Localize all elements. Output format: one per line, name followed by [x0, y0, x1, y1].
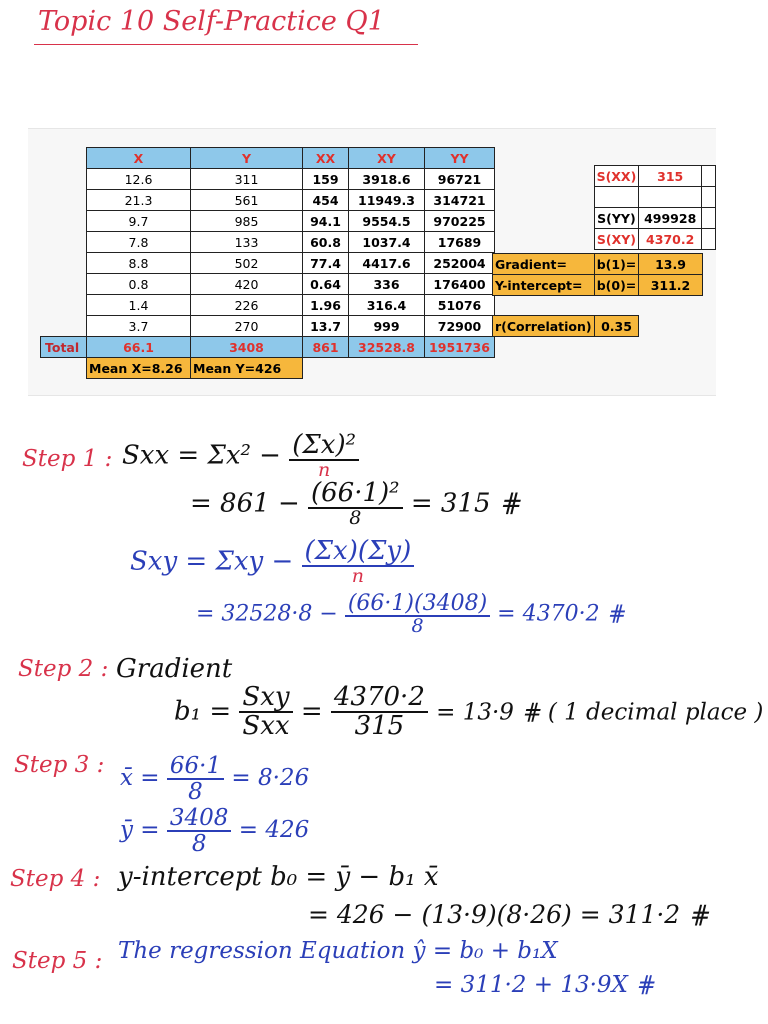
fraction-denominator: 8 — [411, 615, 424, 638]
cell: 4417.6 — [349, 253, 425, 274]
table-row — [41, 316, 495, 337]
table-row — [41, 274, 495, 295]
cell: 0.8 — [87, 274, 191, 295]
b1-result: = 13·9 ⋕ ( 1 decimal place ) — [436, 699, 764, 726]
b1-value-fraction — [331, 684, 428, 741]
total-x: 66.1 — [87, 337, 191, 358]
xbar-fraction — [167, 754, 224, 804]
cell: 133 — [191, 232, 303, 253]
cell: 17689 — [425, 232, 495, 253]
total-xx: 861 — [303, 337, 349, 358]
mean-x: Mean X=8.26 — [87, 358, 191, 379]
gradient-title: Gradient — [116, 654, 233, 684]
fraction-denominator: 315 — [354, 711, 405, 742]
header-y: Y — [191, 148, 303, 169]
ybar-result: = 426 — [238, 817, 310, 844]
fraction-denominator: 8 — [188, 779, 203, 806]
sxx-calc-fraction — [308, 480, 403, 529]
sxy-calc-fraction — [345, 592, 490, 637]
mean-y: Mean Y=426 — [191, 358, 303, 379]
fraction-numerator: 3408 — [167, 806, 232, 832]
fraction-denominator: n — [318, 459, 331, 482]
cell: 270 — [191, 316, 303, 337]
total-y: 3408 — [191, 337, 303, 358]
table-row — [41, 169, 495, 190]
fraction-numerator: (66·1)² — [308, 480, 403, 509]
step1-label: Step 1 : — [22, 446, 113, 472]
cell: 9554.5 — [349, 211, 425, 232]
cell: 11949.3 — [349, 190, 425, 211]
cell: 21.3 — [87, 190, 191, 211]
b0-label: b(0)= — [595, 275, 639, 296]
cell: 502 — [191, 253, 303, 274]
intercept-label: Y-intercept= — [493, 275, 595, 296]
sxx-label: S(XX) — [595, 166, 639, 187]
cell: 77.4 — [303, 253, 349, 274]
header-xx: XX — [303, 148, 349, 169]
coefficients-table — [492, 253, 703, 296]
title-underline — [34, 44, 418, 45]
cell: 96721 — [425, 169, 495, 190]
regression-result: = 311·2 + 13·9X ⋕ — [434, 972, 655, 998]
cell: 72900 — [425, 316, 495, 337]
cell: 311 — [191, 169, 303, 190]
table-row — [41, 190, 495, 211]
fraction-numerator: 66·1 — [167, 754, 224, 780]
cell: 159 — [303, 169, 349, 190]
b0-value: 311.2 — [639, 275, 703, 296]
table-row — [41, 232, 495, 253]
fraction-numerator: 4370·2 — [331, 684, 428, 713]
total-yy: 1951736 — [425, 337, 495, 358]
sxy-calc-part: = 32528·8 − — [196, 601, 338, 627]
fraction-denominator: Sxx — [242, 711, 290, 742]
syy-value: 499928 — [638, 208, 702, 229]
ybar-fraction — [167, 806, 232, 856]
cell: 12.6 — [87, 169, 191, 190]
b1-value: 13.9 — [639, 254, 703, 275]
sxx-calculation — [190, 480, 521, 529]
regression-equation: The regression Equation ŷ = b₀ + b₁X — [118, 938, 558, 964]
cell: 1.4 — [87, 295, 191, 316]
cell: 0.64 — [303, 274, 349, 295]
sxx-value: 315 — [638, 166, 702, 187]
cell: 13.7 — [303, 316, 349, 337]
summary-table — [594, 165, 716, 250]
cell: 9.7 — [87, 211, 191, 232]
fraction-numerator: (66·1)(3408) — [345, 592, 490, 617]
cell: 7.8 — [87, 232, 191, 253]
sxy-value: 4370.2 — [638, 229, 702, 250]
ybar-lhs: ȳ = — [120, 817, 160, 844]
b1-formula — [174, 684, 763, 741]
step4-label: Step 4 : — [10, 866, 101, 892]
step2-label: Step 2 : — [18, 656, 109, 682]
sxx-formula — [122, 432, 359, 481]
fraction-denominator: 8 — [191, 831, 207, 858]
cell: 999 — [349, 316, 425, 337]
cell: 1037.4 — [349, 232, 425, 253]
r-label: r(Correlation) — [493, 316, 595, 337]
b1-fraction — [239, 684, 292, 741]
cell: 3918.6 — [349, 169, 425, 190]
cell: 561 — [191, 190, 303, 211]
b0-formula: y-intercept b₀ = ȳ − b₁ x̄ — [118, 862, 439, 892]
sxy-label: S(XY) — [595, 229, 639, 250]
fraction-denominator: n — [351, 565, 364, 588]
header-yy: YY — [425, 148, 495, 169]
cell: 454 — [303, 190, 349, 211]
sxx-fraction — [289, 432, 359, 481]
table-header-row — [41, 148, 495, 169]
sxy-result: = 4370·2 ⋕ — [497, 601, 625, 627]
sxy-formula — [130, 538, 414, 587]
ybar-formula — [120, 806, 309, 856]
b0-calculation: = 426 − (13·9)(8·26) = 311·2 ⋕ — [308, 900, 710, 929]
cell: 8.8 — [87, 253, 191, 274]
sxx-result: = 315 ⋕ — [410, 488, 521, 519]
step5-label: Step 5 : — [12, 948, 103, 974]
sxx-lhs: Sxx = Σx² − — [122, 440, 281, 471]
fraction-numerator: (Σx)(Σy) — [302, 538, 415, 567]
syy-label: S(YY) — [595, 208, 639, 229]
xbar-result: = 8·26 — [231, 765, 310, 792]
header-xy: XY — [349, 148, 425, 169]
cell: 51076 — [425, 295, 495, 316]
cell: 985 — [191, 211, 303, 232]
b1-label: b(1)= — [595, 254, 639, 275]
table-row — [41, 211, 495, 232]
sxy-lhs: Sxy = Σxy − — [130, 546, 294, 577]
cell: 1.96 — [303, 295, 349, 316]
fraction-numerator: Sxy — [239, 684, 292, 713]
table-row — [41, 295, 495, 316]
cell: 420 — [191, 274, 303, 295]
sxy-fraction — [302, 538, 415, 587]
total-label: Total — [41, 337, 87, 358]
table-row — [41, 253, 495, 274]
cell: 176400 — [425, 274, 495, 295]
cell: 94.1 — [303, 211, 349, 232]
cell: 226 — [191, 295, 303, 316]
totals-row — [41, 337, 495, 358]
fraction-denominator: 8 — [349, 507, 362, 530]
r-value: 0.35 — [595, 316, 639, 337]
means-row — [41, 358, 495, 379]
data-table — [40, 147, 495, 379]
cell: 252004 — [425, 253, 495, 274]
cell: 336 — [349, 274, 425, 295]
total-xy: 32528.8 — [349, 337, 425, 358]
cell: 970225 — [425, 211, 495, 232]
spreadsheet-screenshot — [28, 128, 716, 396]
correlation-table — [492, 315, 639, 337]
step3-label: Step 3 : — [14, 752, 105, 778]
cell: 60.8 — [303, 232, 349, 253]
cell: 314721 — [425, 190, 495, 211]
b1-lhs: b₁ = — [174, 696, 232, 727]
gradient-label: Gradient= — [493, 254, 595, 275]
xbar-lhs: x̄ = — [120, 765, 160, 792]
header-x: X — [87, 148, 191, 169]
sxx-calc-part: = 861 − — [190, 488, 300, 519]
fraction-numerator: (Σx)² — [289, 432, 359, 461]
equals-sign: = — [300, 696, 323, 727]
xbar-formula — [120, 754, 309, 804]
cell: 316.4 — [349, 295, 425, 316]
sxy-calculation — [196, 592, 625, 637]
page-title: Topic 10 Self-Practice Q1 — [38, 6, 385, 37]
cell: 3.7 — [87, 316, 191, 337]
